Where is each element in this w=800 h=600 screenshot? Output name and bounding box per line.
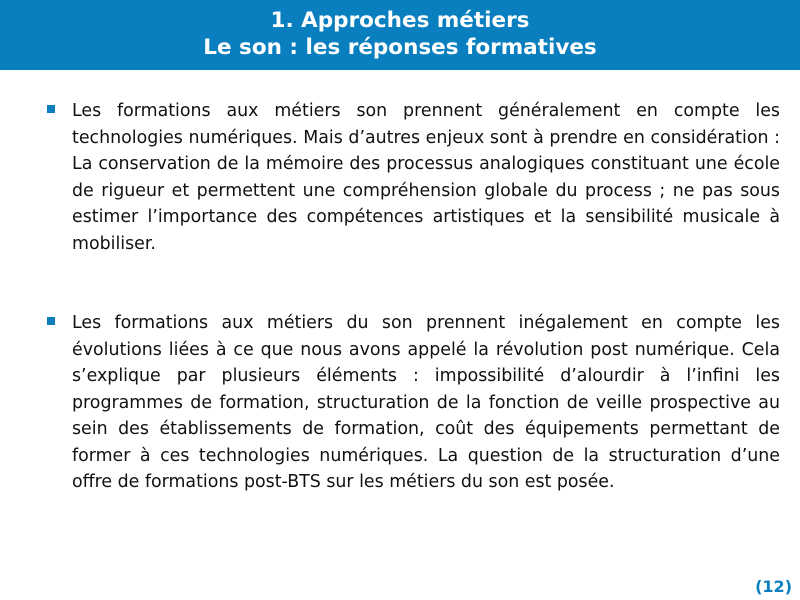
slide-title: 1. Approches métiers xyxy=(270,8,530,33)
slide-title-bar xyxy=(0,0,800,70)
page-number: (12) xyxy=(755,577,792,596)
bullet-list xyxy=(47,98,780,496)
square-bullet-icon xyxy=(47,317,55,325)
bullet-text: Les formations aux métiers du son prennent inégalement en compte les évolutions liées à ce que nous avons appelé la révolution post numérique. Cela s’explique par plusieurs éléments : impossibilité d’alourdir à l’infini les programmes de formation, structuration de la fonction de veille prospective au sein des établissements de formation, coût des équipements permettant de former à ces technologies numériques. La question de la structuration d’une offre de formations post-BTS sur les métiers du son est posée. xyxy=(72,313,780,492)
square-bullet-icon xyxy=(47,105,55,113)
slide-subtitle: Le son : les réponses formatives xyxy=(203,35,597,60)
bullet-item xyxy=(47,98,780,257)
bullet-item xyxy=(47,310,780,496)
bullet-text: Les formations aux métiers son prennent généralement en compte les technologies numériques. Mais d’autres enjeux sont à prendre en considération : La conservation de la mémoire des processus analogiques constituant une école de rigueur et permettent une compréhension globale du process ; ne pas sous estimer l’importance des compétences artistiques et la sensibilité musicale à mobiliser. xyxy=(72,101,780,254)
